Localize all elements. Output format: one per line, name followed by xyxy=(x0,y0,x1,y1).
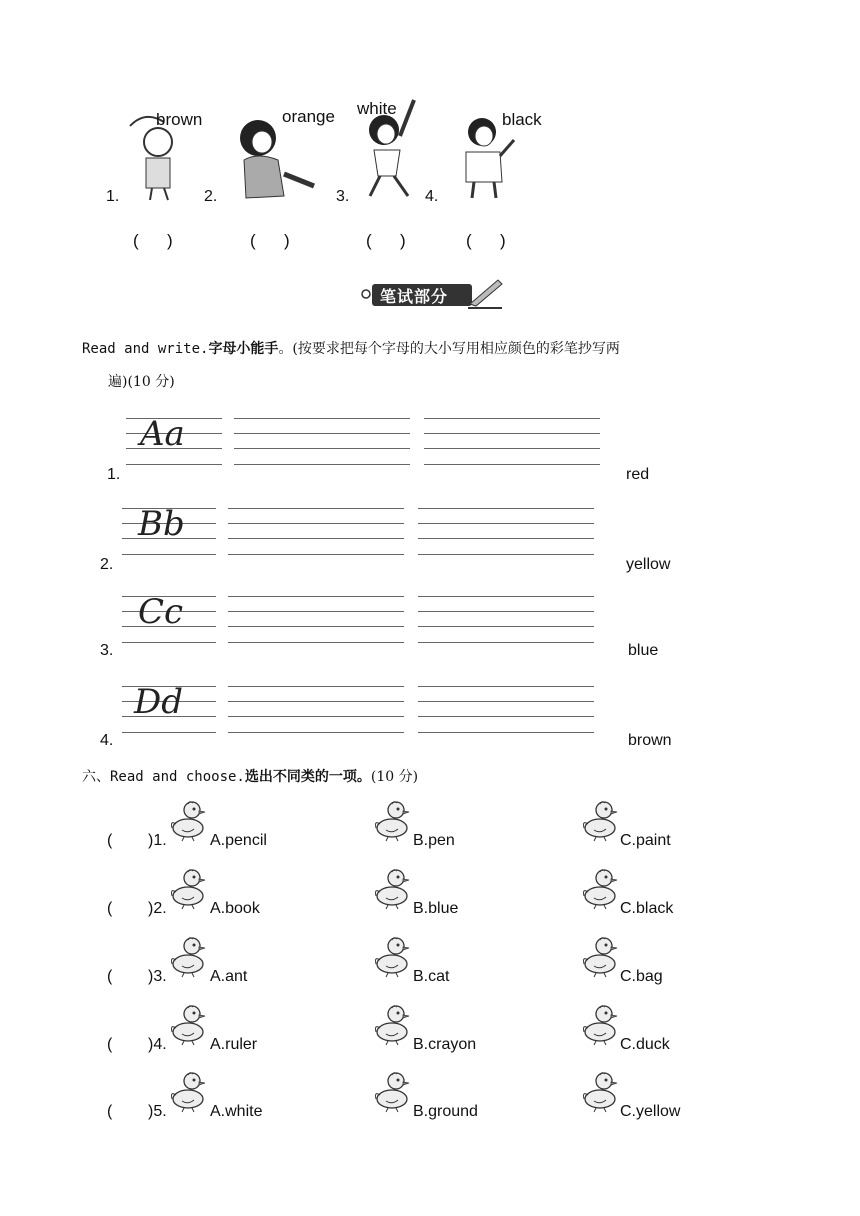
row-color: blue xyxy=(628,642,659,659)
duck-icon xyxy=(168,800,208,842)
section6-title-prefix: 六、 xyxy=(82,769,110,785)
row-number: 2. xyxy=(100,556,114,573)
writing-guide-blank[interactable] xyxy=(234,418,410,466)
option-a[interactable]: A.white xyxy=(210,1103,263,1120)
duck-icon xyxy=(580,1004,620,1046)
section6-title xyxy=(82,766,418,786)
duck-icon xyxy=(168,1004,208,1046)
option-a[interactable]: A.book xyxy=(210,900,260,917)
option-a[interactable]: A.pencil xyxy=(210,832,267,849)
option-c[interactable]: C.yellow xyxy=(620,1103,681,1120)
item-number: 1. xyxy=(106,188,120,205)
section5-title xyxy=(82,338,782,358)
banner-title: 笔试部分 xyxy=(380,287,449,306)
duck-icon xyxy=(580,936,620,978)
row-color: red xyxy=(626,466,650,483)
answer-blank[interactable]: ( ) xyxy=(133,231,173,250)
sample-letters: Dd xyxy=(134,682,184,722)
duck-icon xyxy=(580,1071,620,1113)
duck-icon xyxy=(372,1004,412,1046)
duck-icon xyxy=(168,1071,208,1113)
option-b[interactable]: B.blue xyxy=(413,900,459,917)
duck-icon xyxy=(372,868,412,910)
answer-paren[interactable]: ( xyxy=(107,1103,113,1120)
sample-letters: Aa xyxy=(140,414,185,454)
answer-paren[interactable]: ( xyxy=(107,968,113,985)
section6-title-cn: 选出不同类的一项。 xyxy=(244,769,371,785)
option-a[interactable]: A.ruler xyxy=(210,1036,258,1053)
writing-guide-blank[interactable] xyxy=(418,508,594,556)
writing-guide-blank[interactable] xyxy=(418,596,594,644)
writing-guide-blank[interactable] xyxy=(228,508,404,556)
answer-paren[interactable]: ( xyxy=(107,1036,113,1053)
written-section-banner xyxy=(358,276,504,310)
duck-icon xyxy=(580,800,620,842)
question-number: )5. xyxy=(148,1103,167,1120)
duck-icon xyxy=(168,868,208,910)
section5-title-en: Read and write. xyxy=(82,341,209,357)
section6-title-score: (10 分) xyxy=(370,769,419,785)
item-number: 4. xyxy=(425,188,439,205)
row-number: 3. xyxy=(100,642,114,659)
question-number: )3. xyxy=(148,968,167,985)
color-label: orange xyxy=(282,107,335,126)
row-color: yellow xyxy=(626,556,671,573)
row-number: 4. xyxy=(100,732,114,749)
option-c[interactable]: C.duck xyxy=(620,1036,670,1053)
duck-icon xyxy=(372,936,412,978)
answer-blank[interactable]: ( ) xyxy=(366,231,406,250)
option-b[interactable]: B.crayon xyxy=(413,1036,477,1053)
writing-guide-blank[interactable] xyxy=(424,418,600,466)
question-number: )1. xyxy=(148,832,167,849)
option-b[interactable]: B.pen xyxy=(413,832,455,849)
row-color: brown xyxy=(628,732,672,749)
option-b[interactable]: B.cat xyxy=(413,968,450,985)
section5-title-cn: 字母小能手 xyxy=(208,341,279,357)
option-c[interactable]: C.black xyxy=(620,900,674,917)
section6-title-en: Read and choose. xyxy=(110,769,245,785)
duck-icon xyxy=(372,1071,412,1113)
answer-paren[interactable]: ( xyxy=(107,900,113,917)
option-c[interactable]: C.paint xyxy=(620,832,671,849)
color-label: black xyxy=(502,110,542,129)
duck-icon xyxy=(372,800,412,842)
answer-paren[interactable]: ( xyxy=(107,832,113,849)
color-label: white xyxy=(357,99,397,118)
sample-letters: Bb xyxy=(138,504,185,544)
question-number: )4. xyxy=(148,1036,167,1053)
writing-guide-blank[interactable] xyxy=(418,686,594,734)
writing-guide-blank[interactable] xyxy=(228,686,404,734)
question-number: )2. xyxy=(148,900,167,917)
answer-blank[interactable]: ( ) xyxy=(250,231,290,250)
section5-title-rest: 。(按要求把每个字母的大小写用相应颜色的彩笔抄写两 xyxy=(278,341,620,357)
item-number: 3. xyxy=(336,188,350,205)
row-number: 1. xyxy=(107,466,121,483)
duck-icon xyxy=(168,936,208,978)
color-label: brown xyxy=(156,110,203,129)
section5-title-line2: 遍)(10 分) xyxy=(108,374,175,390)
option-c[interactable]: C.bag xyxy=(620,968,663,985)
writing-guide-blank[interactable] xyxy=(228,596,404,644)
sample-letters: Cc xyxy=(138,592,184,632)
duck-icon xyxy=(580,868,620,910)
option-a[interactable]: A.ant xyxy=(210,968,248,985)
item-number: 2. xyxy=(204,188,218,205)
option-b[interactable]: B.ground xyxy=(413,1103,478,1120)
answer-blank[interactable]: ( ) xyxy=(466,231,506,250)
